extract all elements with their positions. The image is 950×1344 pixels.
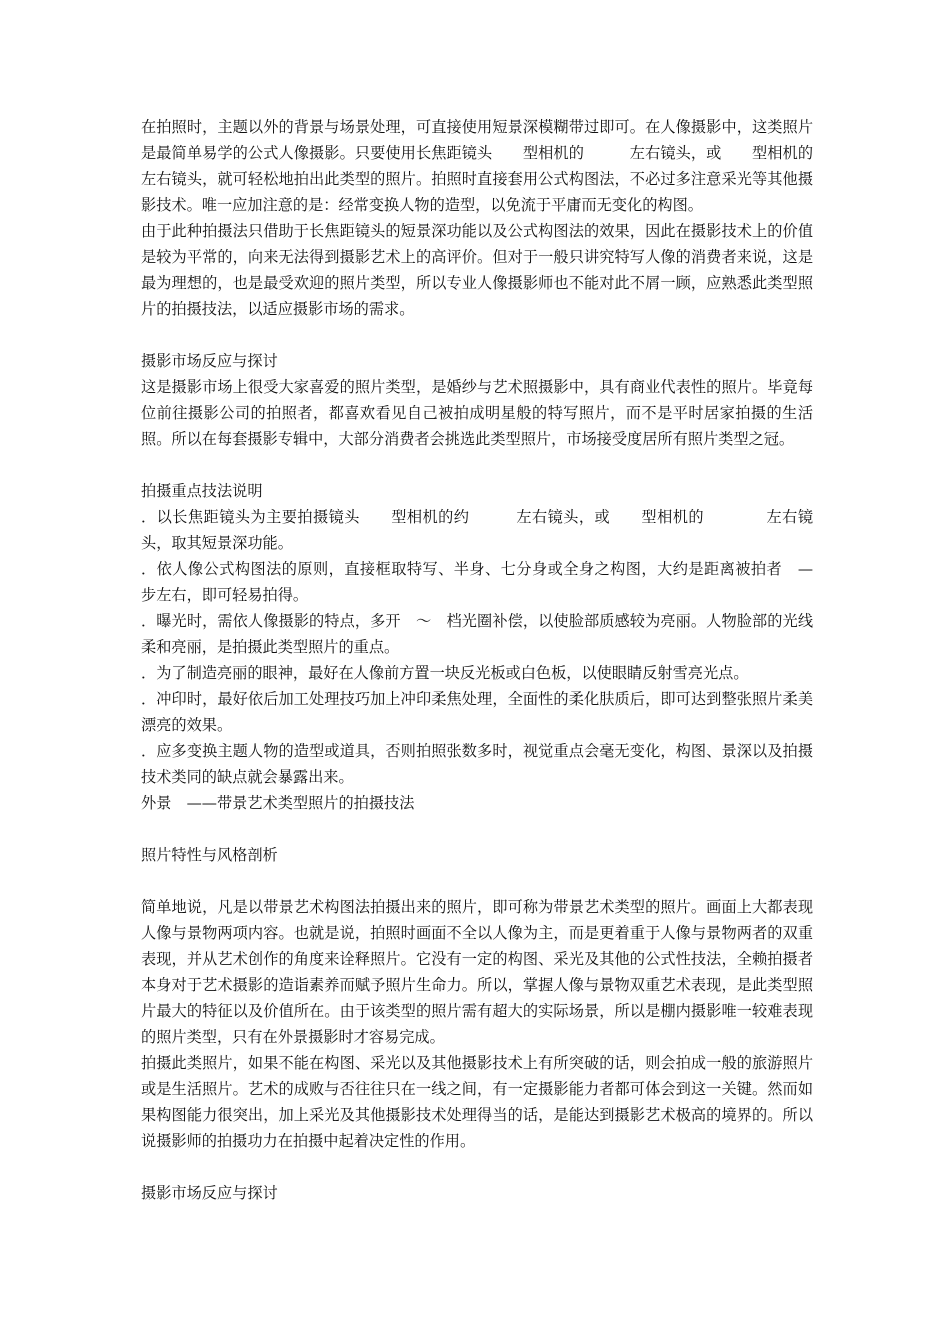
list-item-technique: ．依人像公式构图法的原则，直接框取特写、半身、七分身或全身之构图，大约是距离被拍者 — 步左右，即可轻易拍得。: [141, 560, 829, 604]
spacer: [141, 816, 813, 842]
paragraph-market-response: 这是摄影市场上很受大家喜爱的照片类型，是婚纱与艺术照摄影中，具有商业代表性的照片。毕竟每位前往摄影公司的拍照者，都喜欢看见自己被拍成明星般的特写照片，而不是平时居家拍摄的生活照。所以在每套摄影专辑中，大部分消费者会挑选此类型照片，市场接受度居所有照片类型之冠。: [141, 378, 813, 448]
heading-photo-characteristics: 照片特性与风格剖析: [141, 846, 278, 864]
list-item-technique: ．以长焦距镜头为主要拍摄镜头 型相机的约 左右镜头，或 型相机的 左右镜头，取其短景深功能。: [141, 508, 813, 552]
heading-key-techniques: 拍摄重点技法说明: [141, 482, 263, 500]
spacer: [141, 1154, 813, 1180]
heading-market-response-2: 摄影市场反应与探讨: [141, 1184, 278, 1202]
list-item-technique: ．曝光时，需依人像摄影的特点，多开 ～ 档光圈补偿，以使脸部质感较为亮丽。人物脸部的光线柔和亮丽，是拍摄此类型照片的重点。: [141, 612, 813, 656]
heading-outdoor-scenery: 外景 ——带景艺术类型照片的拍摄技法: [141, 794, 415, 812]
paragraph-technical-value: 由于此种拍摄法只借助于长焦距镜头的短景深功能以及公式构图法的效果，因此在摄影技术上的价值是较为平常的，向来无法得到摄影艺术上的高评价。但对于一般只讲究特写人像的消费者来说，这是最为理想的，也是最受欢迎的照片类型，所以专业人像摄影师也不能对此不屑一顾，应熟悉此类型照片的拍摄技法，以适应摄影市场的需求。: [141, 222, 813, 318]
list-item-technique: ．应多变换主题人物的造型或道具，否则拍照张数多时，视觉重点会毫无变化，构图、景深以及拍摄技术类同的缺点就会暴露出来。: [141, 742, 813, 786]
document-body: [141, 114, 859, 1206]
spacer: [141, 452, 813, 478]
heading-market-response: 摄影市场反应与探讨: [141, 352, 278, 370]
spacer: [141, 322, 813, 348]
list-item-technique: ．冲印时，最好依后加工处理技巧加上冲印柔焦处理，全面性的柔化肤质后，即可达到整张照片柔美漂亮的效果。: [141, 690, 813, 734]
paragraph-scenic-art-skill: 拍摄此类照片，如果不能在构图、采光以及其他摄影技术上有所突破的话，则会拍成一般的旅游照片或是生活照片。艺术的成败与否往往只在一线之间，有一定摄影能力者都可体会到这一关键。然而如果构图能力很突出，加上采光及其他摄影技术处理得当的话，是能达到摄影艺术极高的境界的。所以说摄影师的拍摄功力在拍摄中起着决定性的作用。: [141, 1054, 813, 1150]
list-item-technique: ．为了制造亮丽的眼神，最好在人像前方置一块反光板或白色板，以使眼睛反射雪亮光点。: [141, 664, 749, 682]
paragraph-background-handling: 在拍照时，主题以外的背景与场景处理，可直接使用短景深模糊带过即可。在人像摄影中，这类照片是最简单易学的公式人像摄影。只要使用长焦距镜头 型相机的 左右镜头，或 型相机的 左右镜头，就可轻松地拍出此类型的照片。拍照时直接套用公式构图法，不必过多注意采光等其他摄影技术。唯一应加注意的是：经常变换人物的造型，以免流于平庸而无变化的构图。: [141, 118, 859, 214]
paragraph-scenic-art-definition: 简单地说，凡是以带景艺术构图法拍摄出来的照片，即可称为带景艺术类型的照片。画面上大都表现人像与景物两项内容。也就是说，拍照时画面不全以人像为主，而是更着重于人像与景物两者的双重表现，并从艺术创作的角度来诠释照片。它没有一定的构图、采光及其他的公式性技法，全赖拍摄者本身对于艺术摄影的造诣素养而赋予照片生命力。所以，掌握人像与景物双重艺术表现，是此类型照片最大的特征以及价值所在。由于该类型的照片需有超大的实际场景，所以是棚内摄影唯一较难表现的照片类型，只有在外景摄影时才容易完成。: [141, 898, 813, 1046]
spacer: [141, 868, 813, 894]
